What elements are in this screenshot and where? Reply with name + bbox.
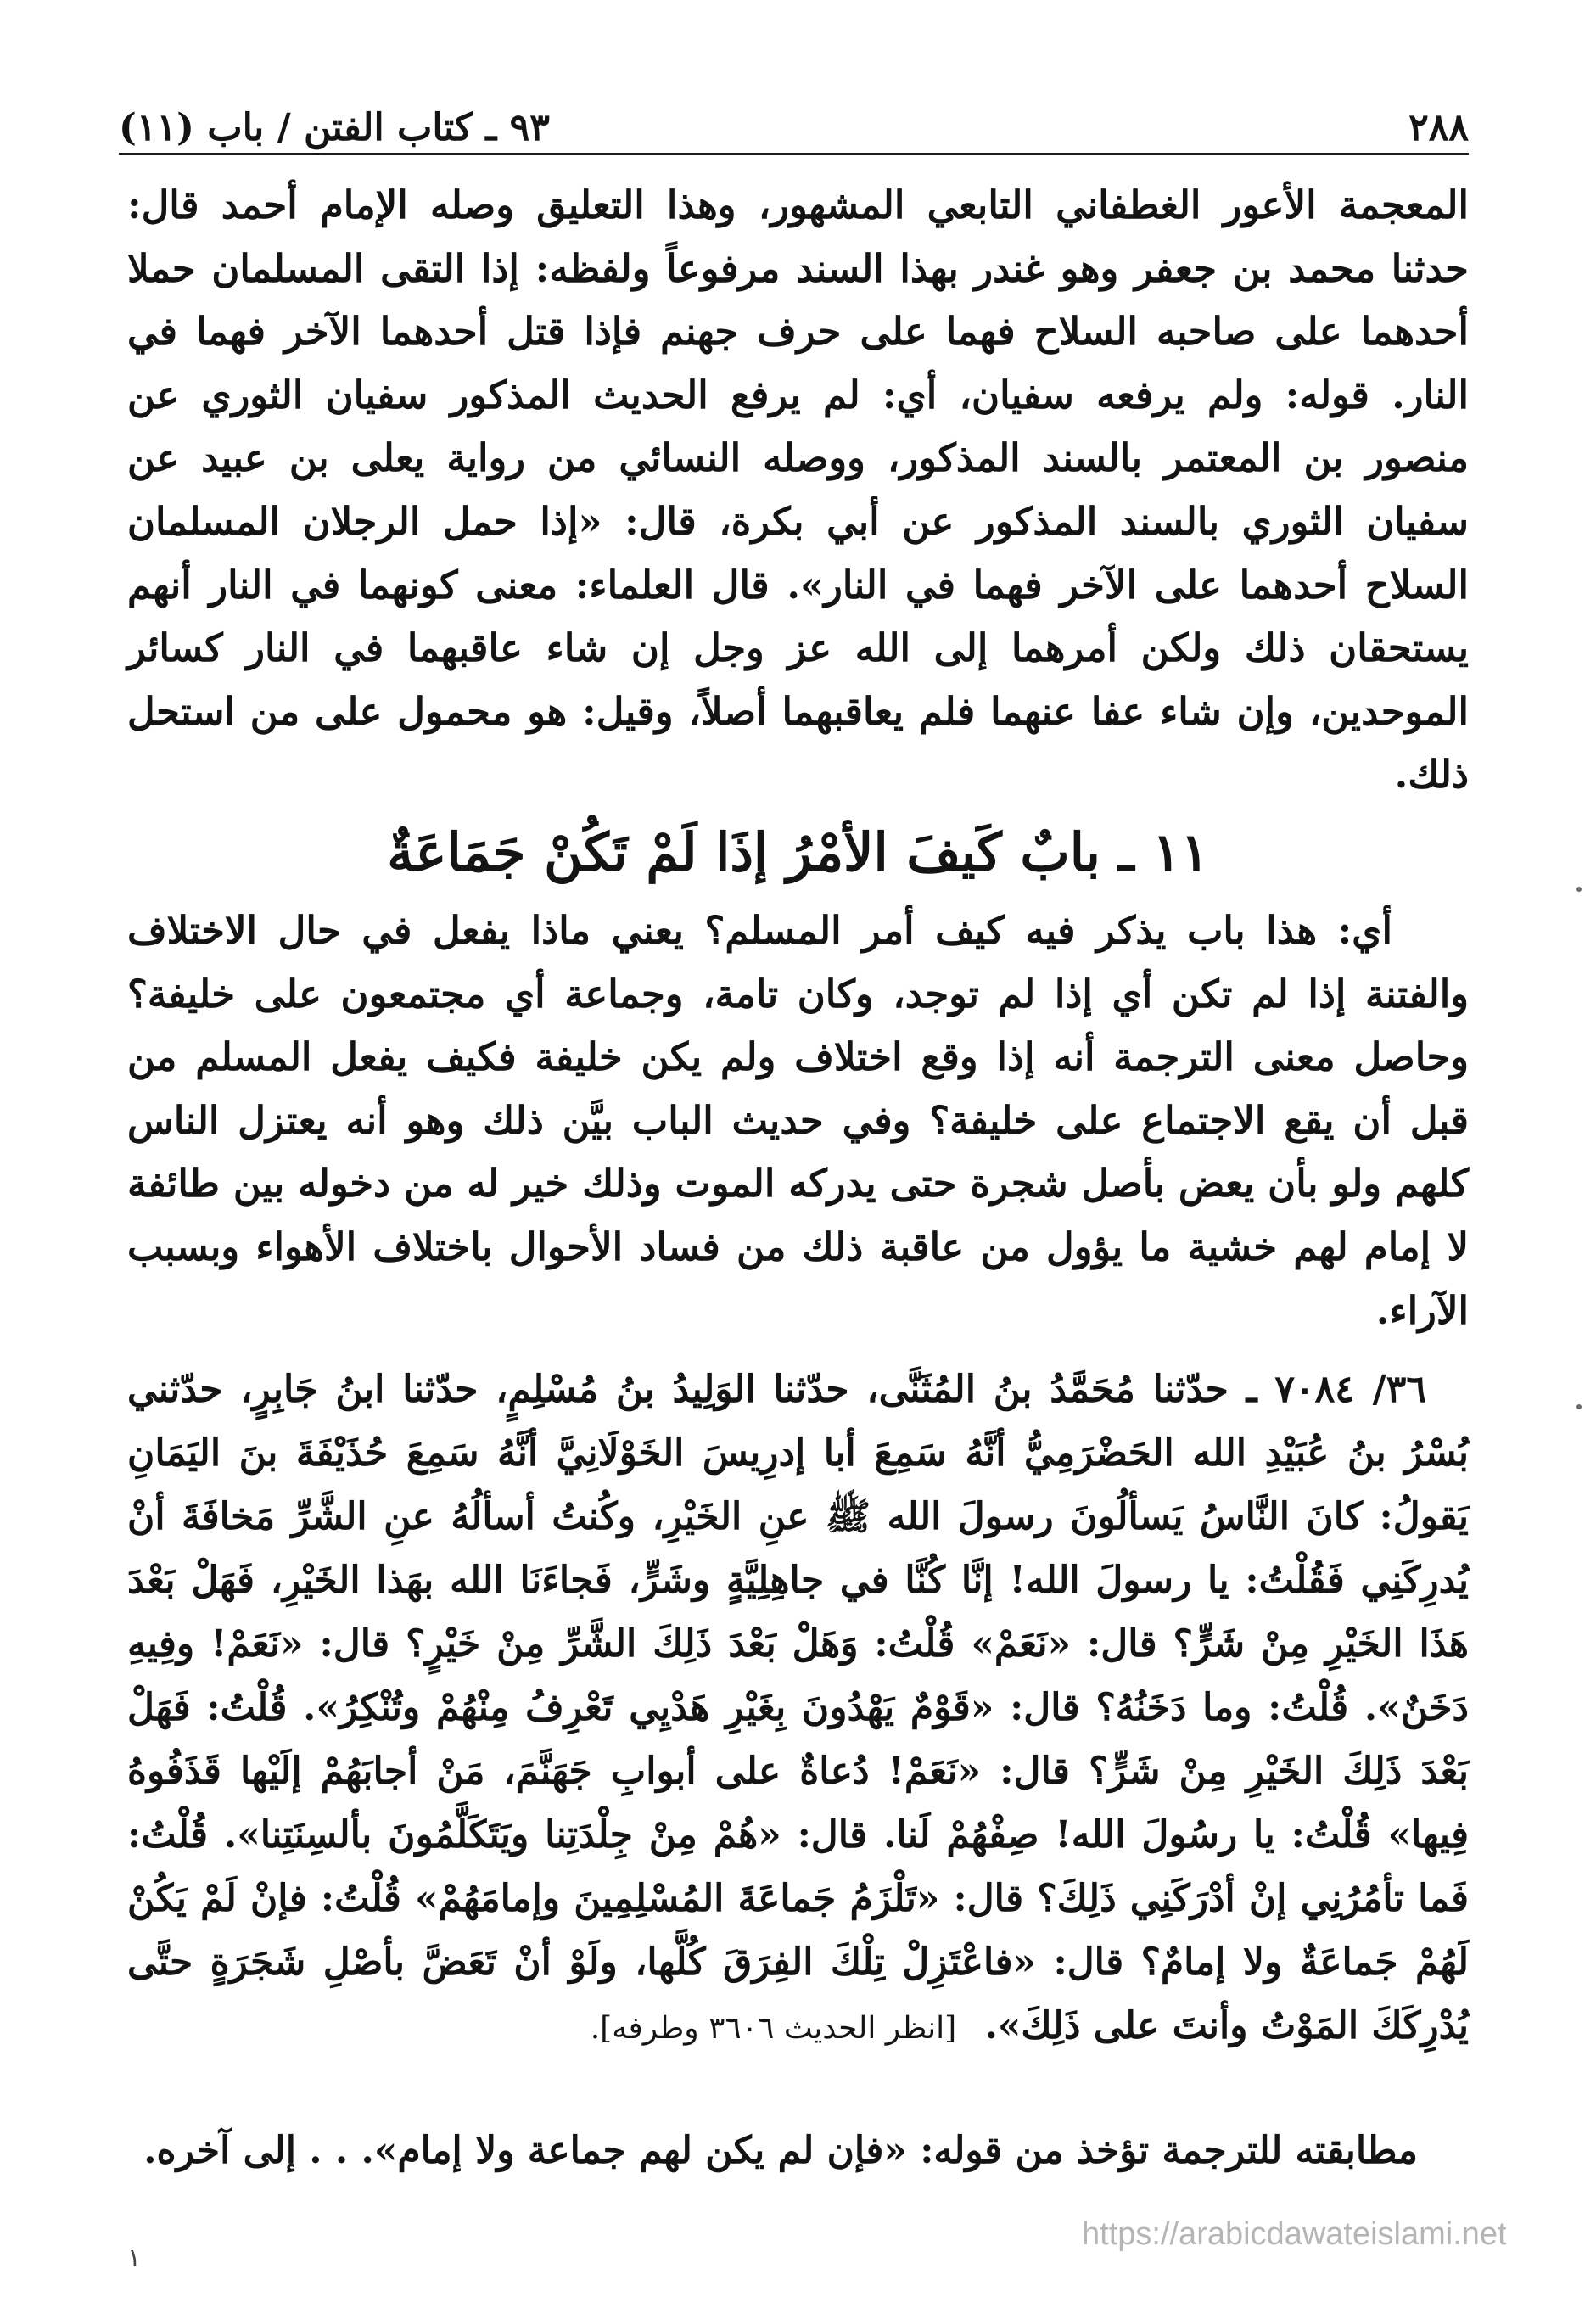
page-header xyxy=(119,81,1469,149)
scan-speck xyxy=(1576,887,1582,892)
hadith-block xyxy=(127,1358,1469,2060)
hadith-reference: [انظر الحديث ٣٦٠٦ وطرفه]. xyxy=(590,2011,957,2046)
header-divider xyxy=(119,153,1469,155)
page-number: ٢٨٨ xyxy=(1408,106,1469,149)
intro-paragraph: المعجمة الأعور الغطفاني التابعي المشهور، وهذا التعليق وصله الإمام أحمد قال: حدثنا محمد بن جعفر وهو غندر بهذا السند مرفوعاً ولفظه: إذا التقى المسلمان حملا أحدهما على صاحبه السلاح فهما على حرف جهنم فإذا قتل أحدهما الآخر فهما في النار. قوله: ولم يرفعه سفيان، أي: لم يرفع الحديث المذكور سفيان الثوري عن منصور بن المعتمر بالسند المذكور، ووصله النسائي من رواية يعلى بن عبيد عن سفيان الثوري بالسند المذكور عن أبي بكرة، قال: «إذا حمل الرجلان المسلمان السلاح أحدهما على الآخر فهما في النار». قال العلماء: معنى كونهما في النار أنهم يستحقان ذلك ولكن أمرهما إلى الله عز وجل إن شاء عاقبهما في النار كسائر الموحدين، وإن شاء عفا عنهما فلم يعاقبهما أصلاً، وقيل: هو محمول على من استحل ذلك. xyxy=(127,182,1469,798)
page-mark: ١ xyxy=(127,2243,142,2273)
scan-speck xyxy=(1576,1404,1582,1409)
watermark-url: https://arabicdawateislami.net xyxy=(1082,2216,1507,2252)
chapter-heading: ١١ ـ بابٌ كَيفَ الأمْرُ إذَا لَمْ تَكُنْ جَمَاعَةٌ xyxy=(387,821,1209,883)
commentary-paragraph: أي: هذا باب يذكر فيه كيف أمر المسلم؟ يعني ماذا يفعل في حال الاختلاف والفتنة إذا لم تكن أي إذا لم توجد، وكان تامة، وجماعة أي مجتمعون على خليفة؟ وحاصل معنى الترجمة أنه إذا وقع اختلاف ولم يكن خليفة فكيف يفعل المسلم من قبل أن يقع الاجتماع على خليفة؟ وفي حديث الباب بيَّن ذلك وهو أنه يعتزل الناس كلهم ولو بأن يعض بأصل شجرة حتى يدركه الموت وذلك خير له من دخوله بين طائفة لا إمام لهم خشية ما يؤول من عاقبة ذلك من فساد الأحوال باختلاف الأهواء وبسبب الآراء. xyxy=(127,908,1469,1333)
footer-note: مطابقته للترجمة تؤخذ من قوله: «فإن لم يكن لهم جماعة ولا إمام». . . إلى آخره. xyxy=(143,2129,1418,2172)
running-title: ٩٣ ـ كتاب الفتن / باب (١١) xyxy=(119,106,550,149)
hadith-text: ٣٦/ ٧٠٨٤ ـ حدّثنا مُحَمَّدُ بنُ المُثَنَّى، حدّثنا الوَلِيدُ بنُ مُسْلِمٍ، حدّثنا ابنُ جَابِرٍ، حدّثني بُسْرُ بنُ عُبَيْدِ الله الحَضْرَمِيُّ أنَّهُ سَمِعَ أبا إدرِيسَ الخَوْلَانِيَّ أنَّهُ سَمِعَ حُذَيْفَةَ بنَ اليَمَانِ يَقولُ: كانَ النَّاسُ يَسألُونَ رسولَ الله ﷺ عنِ الخَيْرِ، وكُنتُ أسألُهُ عنِ الشَّرِّ مَخافَةَ أنْ يُدرِكَنِي فَقُلْتُ: يا رسولَ الله! إنَّا كُنَّا في جاهِلِيَّةٍ وشَرٍّ، فَجاءَنَا الله بهَذا الخَيْرِ، فَهَلْ بَعْدَ هَذَا الخَيْرِ مِنْ شَرٍّ؟ قال: «نَعَمْ» قُلْتُ: وَهَلْ بَعْدَ ذَلِكَ الشَّرِّ مِنْ خَيْرٍ؟ قال: «نَعَمْ! وفِيهِ دَخَنٌ». قُلْتُ: وما دَخَنُهُ؟ قال: «قَوْمٌ يَهْدُونَ بِغَيْرِ هَدْيِي تَعْرِفُ مِنْهُمْ وتُنْكِرُ». قُلْتُ: فَهَلْ بَعْدَ ذَلِكَ الخَيْرِ مِنْ شَرٍّ؟ قال: «نَعَمْ! دُعاةٌ على أبوابِ جَهَنَّمَ، مَنْ أجابَهُمْ إلَيْها قَذَفُوهُ فِيها» قُلْتُ: يا رسُولَ الله! صِفْهُمْ لَنا. قال: «هُمْ مِنْ جِلْدَتِنا ويَتَكَلَّمُونَ بألسِنَتِنا». قُلْتُ: فَما تأمُرُنِي إنْ أدْرَكَنِي ذَلِكَ؟ قال: «تَلْزَمُ جَماعَةَ المُسْلِمِينَ وإمامَهُمْ» قُلْتُ: فإنْ لَمْ يَكُنْ لَهُمْ جَماعَةٌ ولا إمامٌ؟ قال: «فاعْتَزِلْ تِلْكَ الفِرَقَ كُلَّها، ولَوْ أنْ تَعَضَّ بأصْلِ شَجَرَةٍ حتَّى يُدْرِكَكَ المَوْتُ وأنتَ على ذَلِكَ». xyxy=(127,1368,1470,2047)
